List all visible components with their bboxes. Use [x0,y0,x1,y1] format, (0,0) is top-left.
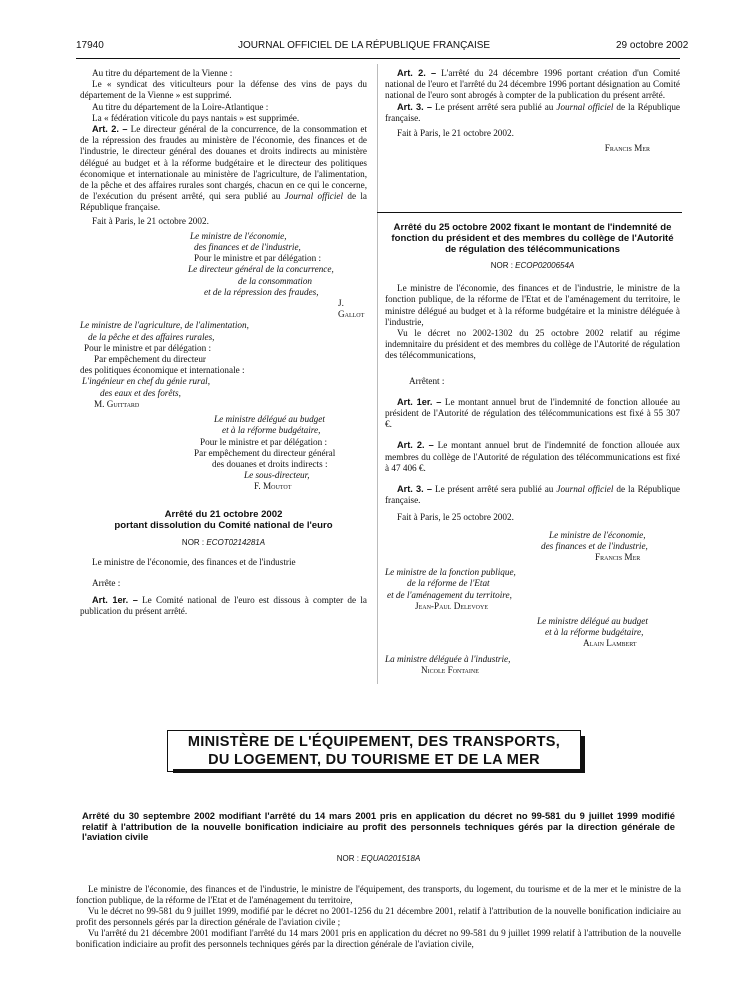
bottom-decree [76,811,681,950]
fait-line: Fait à Paris, le 21 octobre 2002. [397,128,514,139]
nor-label: NOR : [490,261,516,270]
signature-block [214,414,367,436]
arretent-line: Arrêtent : [409,375,445,386]
article-text: de la République française. [80,191,367,213]
signature-line: de la pêche et des affaires rurales, [88,331,215,342]
paragraph: Vu le décret no 99-581 du 9 juillet 1999, modifié par le décret no 2001-1256 du 21 décembre 2001, relatif à l'attribution de la nouvelle bonification indiciaire au profit des personnels gérés par la direction générale de l'aviation civile ; [76,905,681,927]
article-2 [385,68,680,102]
nor-code: ECOP0200654A [515,261,575,270]
journal-ref: Journal officiel [284,191,344,202]
signature-block [541,529,680,564]
paragraph: Le « syndicat des viticulteurs pour la défense des vins de pays du département de la Vienne » est supprimé. [80,79,367,101]
signature-line: des douanes et droits indirects : [212,458,328,469]
signature-block [188,264,367,320]
signature-line: des eaux et des forêts, [100,387,181,398]
article-label: Art. 1er. – [397,396,442,407]
ministry-heading-line: DU LOGEMENT, DU TOURISME ET DE LA MER [208,752,540,768]
article-label: Art. 2. – [397,68,437,78]
article-3 [385,102,680,124]
fait-line: Fait à Paris, le 25 octobre 2002. [397,512,514,523]
article-text: Le montant annuel brut de l'indemnité de fonction allouée aux membres du collège de l'Autorité de régulation des télécommunications est fixé à 47 406 €. [385,440,680,473]
signatory-name: Francis Mer [595,552,641,563]
article-text: Le directeur général de la concurrence, de la consommation et de la répression des fraudes au ministère de l'économie, des finances et de l'industrie, le directeur général des douanes et droits indirects au ministère délégué au budget et à la réforme budgétaire et le directeur des politiques économique et internationale au ministère de l'agriculture, de l'alimentation, de la pêche et des affaires rurales sont chargés, chacun en ce qui le concerne, de l'exécution du présent arrêté, qui sera publié au [80,124,368,202]
ministry-heading [167,730,581,772]
signatory-name: M. Guittard [94,398,140,409]
ministry-heading-line: MINISTÈRE DE L'ÉQUIPEMENT, DES TRANSPORTS, [187,734,561,750]
journal-title: JOURNAL OFFICIEL DE LA RÉPUBLIQUE FRANÇAISE [238,40,491,51]
paragraph: La « fédération viticole du pays nantais » est supprimée. [92,112,300,123]
signature-line: de la consommation [238,275,313,286]
signature-block [385,567,680,612]
signature-block [537,616,680,650]
signature-line: Le ministre délégué au budget [537,616,648,627]
nor-code: EQUA0201518A [361,853,421,863]
signature-line: L'ingénieur en chef du génie rural, [82,376,211,387]
nor-code: ECOT0214281A [206,537,266,547]
signature-line: Le ministre délégué au budget [214,414,325,425]
signature-line: La ministre déléguée à l'industrie, [385,653,511,664]
nor-reference [76,853,681,864]
signatory-name: Francis Mer [604,143,650,154]
article-label: Art. 1er. – [92,595,138,606]
nor-reference [385,260,680,271]
nor-reference [80,537,367,548]
box-shadow [581,736,585,773]
nor-label: NOR : [181,537,207,547]
article-3 [385,484,680,506]
decree-title: Arrêté du 25 octobre 2002 fixant le montant de l'indemnité de fonction du président et des membres du collège de l'Autorité de régulation des télécommunications [391,222,674,255]
article-text: L'arrêté du 24 décembre 1996 portant création d'un Comité national de l'euro et l'arrêté du 24 décembre 1996 portant désignation au Comité national de l'euro sont abrogés à compter de la publication du présent arrêté. [385,68,680,101]
decree-title: Arrêté du 30 septembre 2002 modifiant l'arrêté du 14 mars 2001 pris en application du décret no 99-581 du 9 juillet 1999 modifié relatif à l'attribution de la nouvelle bonification indiciaire au profit des personnels techniques gérés par la direction générale de l'aviation civile [82,810,675,843]
signature-line: Pour le ministre et par délégation : [200,436,328,447]
article-2 [80,124,367,214]
signatory-name: J. Gallot [338,298,365,320]
signature-line: Pour le ministre et par délégation : [84,342,212,353]
fait-line: Fait à Paris, le 21 octobre 2002. [92,215,209,226]
paragraph: Vu le décret no 2002-1302 du 25 octobre 2002 relatif au régime indemnitaire du président et des membres du collège de l'Autorité de régulation des télécommunications, [385,328,680,361]
signature-block [80,320,367,410]
signature-block [194,437,367,493]
article-1 [385,397,680,431]
article-2 [385,440,680,474]
journal-ref: Journal officiel [556,484,614,495]
article-text: Le présent arrêté sera publié au [432,101,557,112]
left-column [80,68,367,618]
right-column [385,68,680,154]
article-label: Art. 3. – [397,101,433,112]
article-text: Le montant annuel brut de l'indemnité de fonction allouée au président de l'Autorité de régulation des télécommunications est fixé à 55 307 €. [385,396,680,430]
box-shadow [173,769,585,773]
page-number: 17940 [76,40,104,51]
decree-title-line: Arrêté du 21 octobre 2002 [164,508,283,520]
article-text: de la République française. [385,101,680,123]
signature-line: Le ministre de l'agriculture, de l'alimentation, [80,320,249,331]
column-divider [377,64,378,684]
signature-line: Le ministre de la fonction publique, [385,567,516,578]
article-label: Art. 2. – [397,440,434,451]
paragraph: Le ministre de l'économie, des finances et de l'industrie, le ministre de la fonction publique, de la réforme de l'Etat et de l'aménagement du territoire, le ministre délégué au budget et à la réforme budgétaire et la ministre déléguée à l'industrie, [385,283,680,327]
header-rule [76,58,680,59]
signatory-name: Nicole Fontaine [421,664,479,675]
signature-line: de la réforme de l'Etat [407,578,490,589]
signature-line: et à la réforme budgétaire, [545,627,644,638]
signature-line: des finances et de l'industrie, [541,540,648,551]
signature-line: et de la répression des fraudes, [204,286,319,297]
signature-line: Le directeur général de la concurrence, [188,264,334,275]
signature-line: des finances et de l'industrie, [194,242,301,253]
journal-ref: Journal officiel [556,101,614,112]
signatory-name: Jean-Paul Delevoye [415,600,488,611]
signature-line: et à la réforme budgétaire, [222,425,321,436]
signature-line: Le ministre de l'économie, [549,529,646,540]
signatory-name: F. Moutot [254,481,292,492]
signature-block [190,231,367,253]
decree-title [80,509,367,531]
paragraph: Le ministre de l'économie, des finances et de l'industrie, le ministre de l'équipement, des transports, du logement, du tourisme et de la mer et le ministre de la fonction publique, de la réforme de l'Etat et de l'aménagement du territoire, [76,883,681,905]
signature-line: des politiques économique et internationale : [80,365,245,376]
paragraph: Au titre du département de la Loire-Atlantique : [92,101,269,112]
signature-line: Par empêchement du directeur [94,354,206,365]
article-label: Art. 2. – [92,124,128,135]
signature-block [194,253,367,264]
arrete-line: Arrête : [92,577,121,588]
signature-line: Le sous-directeur, [244,470,310,481]
signatory-name: Alain Lambert [583,638,637,649]
signature-block [385,654,680,676]
article-label: Art. 3. – [397,484,433,495]
article-text: de la République française. [385,484,680,506]
signature-line: Pour le ministre et par délégation : [194,253,322,264]
paragraph: Le ministre de l'économie, des finances et de l'industrie [92,556,296,567]
article-1 [80,595,367,617]
signature-line: Le ministre de l'économie, [190,230,287,241]
decree-title-line: portant dissolution du Comité national de l'euro [114,519,333,531]
page-header [0,40,748,56]
article-text: Le présent arrêté sera publié au [432,484,557,495]
paragraph: Vu l'arrêté du 21 décembre 2001 modifiant l'arrêté du 14 mars 2001 pris en application du décret no 99-581 du 9 juillet 1999 relatif à l'attribution de la nouvelle bonification indiciaire au profit des personnels techniques gérés par la direction générale de l'aviation civile, [76,927,681,949]
article-text: Le Comité national de l'euro est dissous à compter de la publication du présent arrêté. [80,595,367,617]
right-column-decree [385,222,680,676]
nor-label: NOR : [336,853,362,863]
paragraph: Au titre du département de la Vienne : [92,68,233,78]
section-rule [377,212,682,213]
signature-line: et de l'aménagement du territoire, [387,589,512,600]
issue-date: 29 octobre 2002 [616,40,689,51]
signature-line: Par empêchement du directeur général [194,447,336,458]
